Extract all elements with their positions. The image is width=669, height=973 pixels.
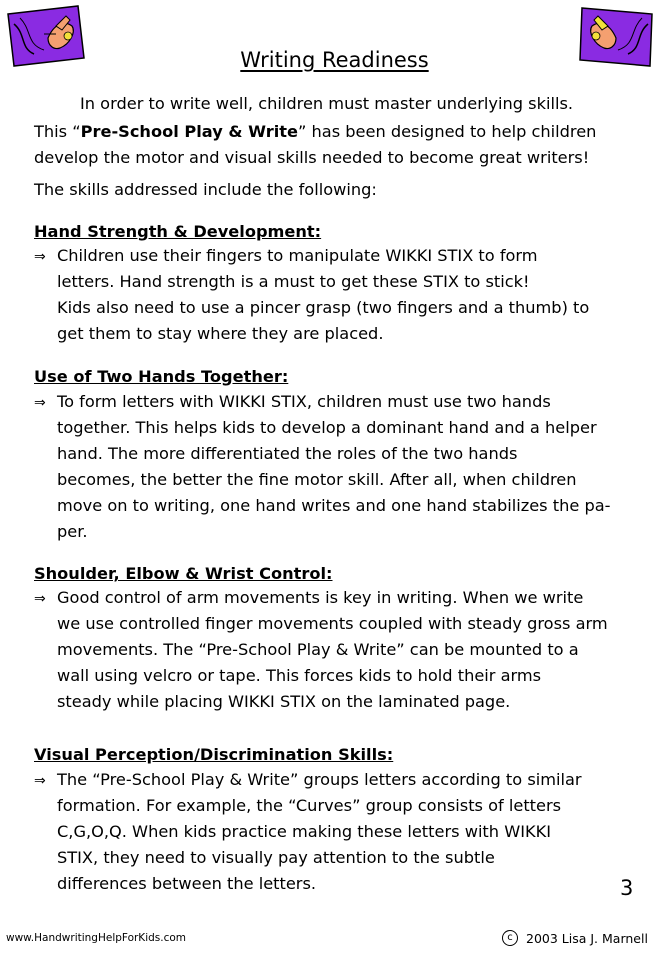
- section-line: STIX, they need to visually pay attention to the subtle: [57, 848, 495, 867]
- section-heading: Use of Two Hands Together:: [34, 367, 289, 386]
- section-line: per.: [57, 522, 88, 541]
- bullet-arrow-icon: ⇒: [34, 773, 46, 789]
- section-line: hand. The more differentiated the roles of the two hands: [57, 444, 518, 463]
- page-number: 3: [620, 876, 634, 900]
- footer-website: www.HandwritingHelpForKids.com: [6, 932, 187, 944]
- copyright-text: 2003 Lisa J. Marnell: [526, 930, 648, 946]
- section-line: formation. For example, the “Curves” group consists of letters: [57, 796, 562, 815]
- section-line: move on to writing, one hand writes and one hand stabilizes the pa-: [57, 496, 611, 515]
- section-line: get them to stay where they are placed.: [57, 324, 384, 343]
- bullet-arrow-icon: ⇒: [34, 249, 46, 265]
- intro-line-2-prefix: This “: [34, 122, 81, 141]
- intro-line-2: [34, 122, 596, 141]
- section-line: Kids also need to use a pincer grasp (two fingers and a thumb) to: [57, 298, 590, 317]
- section-line: The “Pre-School Play & Write” groups letters according to similar: [57, 770, 582, 789]
- section-line: steady while placing WIKKI STIX on the laminated page.: [57, 692, 511, 711]
- section-heading: Shoulder, Elbow & Wrist Control:: [34, 564, 333, 583]
- copyright-icon: c: [502, 930, 518, 946]
- intro-line-3: develop the motor and visual skills needed to become great writers!: [34, 148, 590, 167]
- bullet-arrow-icon: ⇒: [34, 395, 46, 411]
- section-line: together. This helps kids to develop a dominant hand and a helper: [57, 418, 597, 437]
- intro-line-2-suffix: ” has been designed to help children: [297, 122, 597, 141]
- section-line: To form letters with WIKKI STIX, children must use two hands: [57, 392, 551, 411]
- section-line: becomes, the better the fine motor skill. After all, when children: [57, 470, 577, 489]
- section-line: C,G,O,Q. When kids practice making these letters with WIKKI: [57, 822, 551, 841]
- section-heading: Hand Strength & Development:: [34, 222, 322, 241]
- section-line: letters. Hand strength is a must to get these STIX to stick!: [57, 272, 530, 291]
- intro-line-4: The skills addressed include the following:: [34, 180, 377, 199]
- section-line: differences between the letters.: [57, 874, 317, 893]
- product-name: Pre-School Play & Write: [80, 122, 298, 141]
- section-line: Good control of arm movements is key in writing. When we write: [57, 588, 584, 607]
- section-line: Children use their fingers to manipulate WIKKI STIX to form: [57, 246, 538, 265]
- footer-copyright: [502, 930, 648, 946]
- intro-line-1: In order to write well, children must master underlying skills.: [80, 94, 574, 113]
- page-title: Writing Readiness: [240, 48, 429, 72]
- section-line: wall using velcro or tape. This forces kids to hold their arms: [57, 666, 542, 685]
- section-line: we use controlled finger movements coupled with steady gross arm: [57, 614, 608, 633]
- bullet-arrow-icon: ⇒: [34, 591, 46, 607]
- section-heading: Visual Perception/Discrimination Skills:: [34, 745, 394, 764]
- section-line: movements. The “Pre-School Play & Write” can be mounted to a: [57, 640, 579, 659]
